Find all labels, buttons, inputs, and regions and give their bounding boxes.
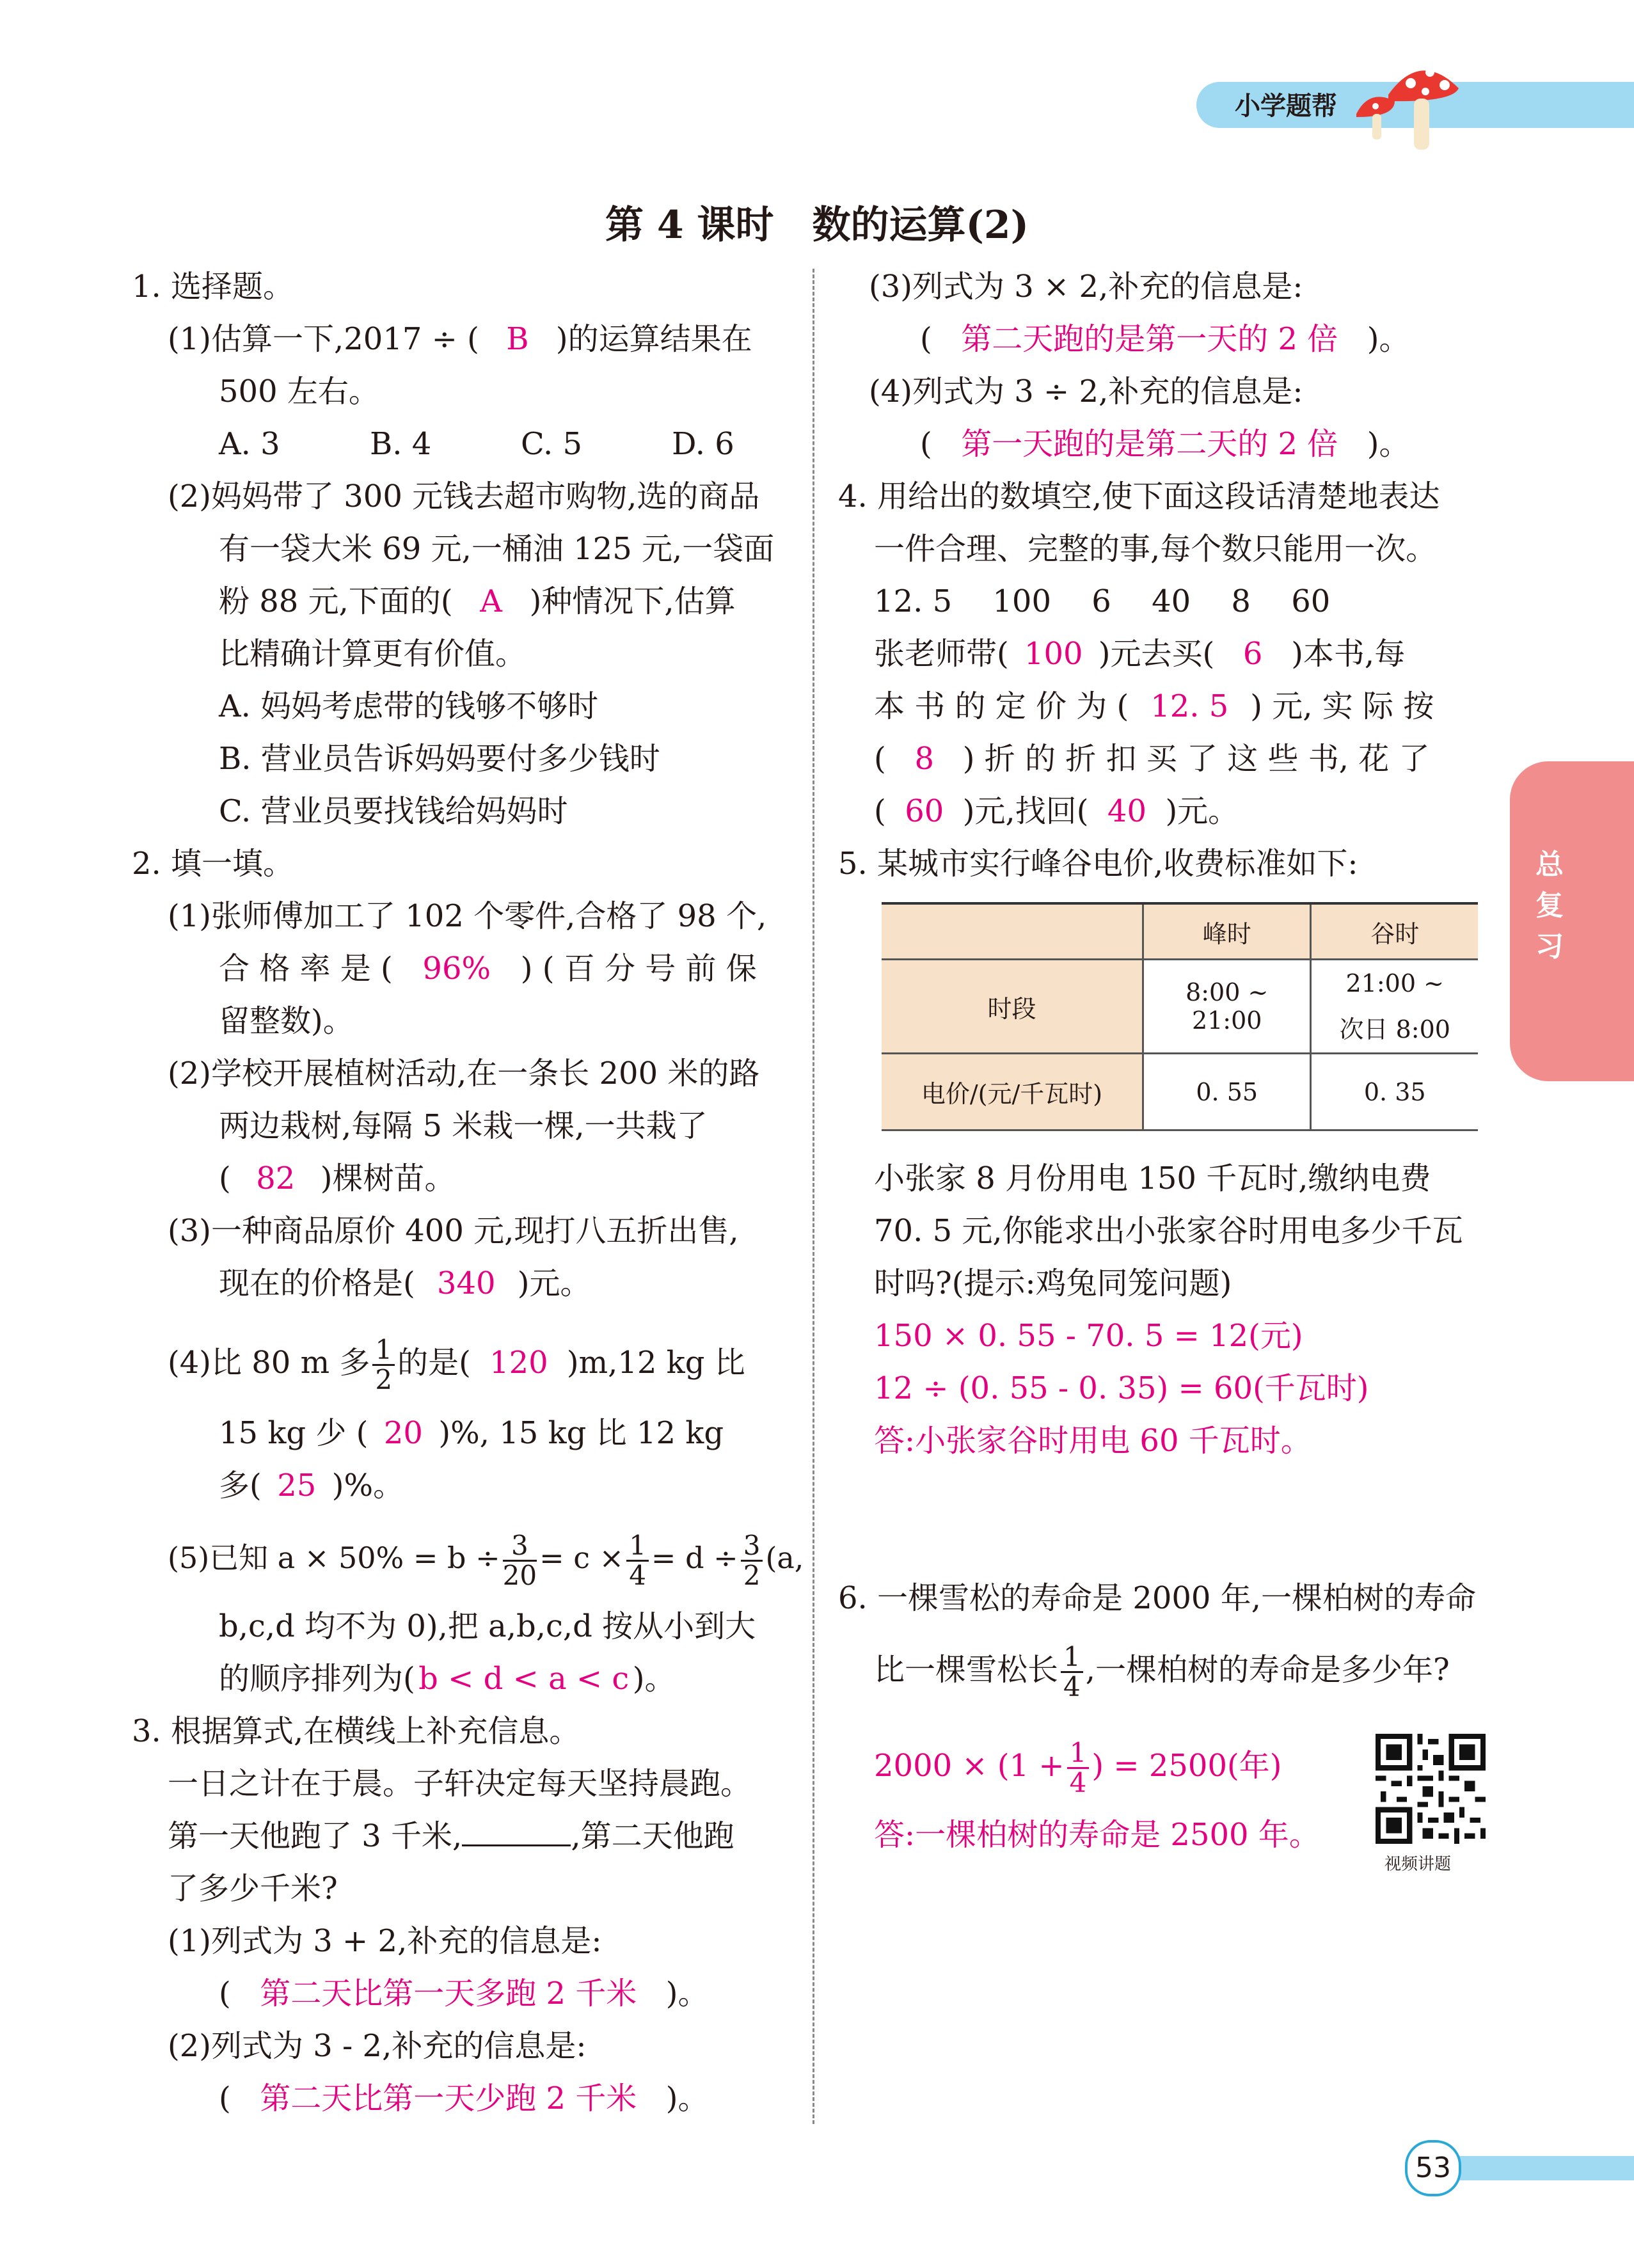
answer: 第一天跑的是第二天的 2 倍 (961, 426, 1338, 462)
q1-p1-cont: 500 左右。 (219, 374, 379, 409)
mushroom-icon (1350, 56, 1471, 159)
q2-p4-line2: 15 kg 少 ( 20 )%, 15 kg 比 12 kg (219, 1415, 724, 1451)
q2-p3-line2: 现在的价格是( 340 )元。 (219, 1265, 591, 1301)
q4-line3: ( 8 ) 折 的 折 扣 买 了 这 些 书, 花 了 (874, 741, 1430, 777)
answer: b < d < a < c (418, 1661, 630, 1697)
q2-p1-line3: 留整数)。 (219, 1003, 354, 1039)
q6-answer: 答:一棵柏树的寿命是 2500 年。 (874, 1817, 1320, 1853)
table-cell: 8:00 ~ 21:00 (1143, 960, 1311, 1054)
q1-p2-line4: 比精确计算更有价值。 (219, 636, 527, 672)
answer: 60 (905, 793, 944, 829)
q2-p5-line3: 的顺序排列为( b < d < a < c )。 (219, 1661, 676, 1697)
table-row (882, 1054, 1478, 1130)
answer: 8 (914, 741, 934, 777)
option: C. 5 (521, 426, 583, 462)
q4-line1: 张老师带( 100 )元去买( 6 )本书,每 (874, 636, 1406, 672)
fill-blank (462, 1819, 571, 1846)
q2-p1-line1: (1)张师傅加工了 102 个零件,合格了 98 个, (168, 898, 767, 934)
q2-p5-line2: b,c,d 均不为 0),把 a,b,c,d 按从小到大 (219, 1608, 756, 1644)
q2-p5-line1: (5)已知 a × 50% = b ÷ $\frac{3}{20}$ = c × $\frac{1}{4}$ = d ÷ $\frac{3}{2}$ (a, (168, 1529, 804, 1591)
fraction: $\frac{3}{2}$ (741, 1532, 763, 1590)
q5-label: 5. 某城市实行峰谷电价,收费标准如下: (838, 846, 1358, 882)
q5-solution-line1: 150 × 0. 55 - 70. 5 = 12(元) (874, 1318, 1303, 1354)
q1-p2-optC: C. 营业员要找钱给妈妈时 (219, 793, 568, 829)
q4-line2: 本 书 的 定 价 为 ( 12. 5 ) 元, 实 际 按 (874, 688, 1434, 724)
side-tab (1510, 761, 1634, 1081)
price-table (882, 902, 1478, 1131)
q5-text-line3: 时吗?(提示:鸡兔同笼问题) (874, 1265, 1232, 1301)
answer: 第二天跑的是第一天的 2 倍 (961, 321, 1338, 357)
table-cell: 0. 55 (1143, 1054, 1311, 1130)
q6-solution: 2000 × (1 + $\frac{1}{4}$ ) = 2500(年) (874, 1737, 1282, 1798)
q2-p2-line2: 两边栽树,每隔 5 米栽一棵,一共栽了 (219, 1108, 708, 1144)
table-cell: 21:00 ~ 次日 8:00 (1311, 960, 1478, 1054)
qr-code-icon[interactable] (1376, 1734, 1486, 1844)
q4-label-line2: 一件合理、完整的事,每个数只能用一次。 (874, 531, 1437, 567)
q3-stem-line1: 一日之计在于晨。子轩决定每天坚持晨跑。 (168, 1766, 752, 1802)
answer: 6 (1242, 636, 1263, 672)
answer: 100 (1024, 636, 1083, 672)
table-row-label: 电价/(元/千瓦时) (882, 1054, 1143, 1130)
q5-text-line2: 70. 5 元,你能求出小张家谷时用电多少千瓦 (874, 1213, 1463, 1249)
option: A. 3 (219, 426, 280, 462)
q1-p2-optA: A. 妈妈考虑带的钱够不够时 (219, 688, 599, 724)
fraction: $\frac{1}{2}$ (372, 1336, 395, 1394)
q5-answer: 答:小张家谷时用电 60 千瓦时。 (874, 1423, 1312, 1459)
answer: 12. 5 (1150, 688, 1229, 724)
q1-p2-optB: B. 营业员告诉妈妈要付多少钱时 (219, 741, 660, 777)
answer: 96% (422, 951, 491, 987)
answer: 120 (489, 1345, 548, 1381)
table-row-label: 时段 (882, 960, 1143, 1054)
q2-p2-line1: (2)学校开展植树活动,在一条长 200 米的路 (168, 1056, 760, 1091)
q1-p2-line1: (2)妈妈带了 300 元钱去超市购物,选的商品 (168, 479, 760, 514)
q3-a2-line: ( 第二天比第一天少跑 2 千米 )。 (219, 2081, 709, 2116)
q5-text-line1: 小张家 8 月份用电 150 千瓦时,缴纳电费 (874, 1161, 1431, 1196)
column-divider (813, 269, 814, 2124)
fraction: $\frac{1}{4}$ (1061, 1643, 1083, 1701)
q3-s1: (1)列式为 3 + 2,补充的信息是: (168, 1923, 602, 1959)
qr-caption: 视频讲题 (1384, 1855, 1452, 1874)
table-row (882, 903, 1478, 960)
q2-p2-line3: ( 82 )棵树苗。 (219, 1161, 456, 1196)
q1-p2-line2: 有一袋大米 69 元,一桶油 125 元,一袋面 (219, 531, 775, 567)
fraction: $\frac{1}{4}$ (1067, 1739, 1090, 1797)
fraction: $\frac{1}{4}$ (626, 1532, 649, 1590)
q2-p4-line1: (4)比 80 m 多 $\frac{1}{2}$ 的是( 120 )m,12 kg 比 (168, 1331, 745, 1395)
page-number: 53 (1405, 2140, 1461, 2196)
q6-label-line2: 比一棵雪松长 $\frac{1}{4}$ ,一棵柏树的寿命是多少年? (874, 1641, 1450, 1702)
table-header-valley: 谷时 (1311, 903, 1478, 960)
q3-a4-line: ( 第一天跑的是第二天的 2 倍 )。 (920, 426, 1410, 462)
option: D. 6 (672, 426, 734, 462)
q3-stem-line2: 第一天他跑了 3 千米, ,第二天他跑 (168, 1818, 734, 1854)
fraction: $\frac{3}{20}$ (502, 1529, 537, 1591)
brand-label: 小学题帮 (1235, 91, 1337, 121)
answer: B (506, 321, 529, 357)
q3-s2: (2)列式为 3 - 2,补充的信息是: (168, 2028, 587, 2064)
q6-label-line1: 6. 一棵雪松的寿命是 2000 年,一棵柏树的寿命 (838, 1580, 1476, 1616)
answer: 25 (277, 1468, 317, 1503)
page-title: 第 4 课时 数的运算(2) (605, 203, 1029, 248)
option: B. 4 (370, 426, 432, 462)
answer: 340 (436, 1265, 496, 1301)
table-header-peak: 峰时 (1143, 903, 1311, 960)
q4-label-line1: 4. 用给出的数填空,使下面这段话清楚地表达 (838, 479, 1440, 514)
answer: 82 (256, 1161, 296, 1196)
q1-label: 1. 选择题。 (132, 269, 294, 305)
answer: 第二天比第一天少跑 2 千米 (260, 2081, 637, 2116)
table-cell (882, 903, 1143, 960)
q3-s4: (4)列式为 3 ÷ 2,补充的信息是: (869, 374, 1303, 409)
answer: A (480, 583, 502, 619)
q3-a3-line: ( 第二天跑的是第一天的 2 倍 )。 (920, 321, 1410, 357)
q2-p3-line1: (3)一种商品原价 400 元,现打八五折出售, (168, 1213, 739, 1249)
q5-solution-line2: 12 ÷ (0. 55 - 0. 35) = 60(千瓦时) (874, 1370, 1369, 1406)
q2-p4-line3: 多( 25 )%。 (219, 1468, 404, 1503)
q3-label: 3. 根据算式,在横线上补充信息。 (132, 1713, 580, 1749)
q2-p1-line2: 合 格 率 是 ( 96% ) ( 百 分 号 前 保 (219, 951, 757, 987)
q2-label: 2. 填一填。 (132, 846, 294, 882)
answer: 第二天比第一天多跑 2 千米 (260, 1976, 637, 2011)
footer-band (1440, 2156, 1634, 2180)
table-cell: 0. 35 (1311, 1054, 1478, 1130)
table-row (882, 960, 1478, 1054)
q1-p1: (1)估算一下,2017 ÷ ( B )的运算结果在 (168, 321, 752, 357)
q1-options (219, 425, 734, 463)
side-tab-label: 总复习 (1535, 848, 1564, 963)
q4-numbers: 12. 5 100 6 40 8 60 (874, 583, 1331, 619)
q1-p2-line3: 粉 88 元,下面的( A )种情况下,估算 (219, 583, 736, 619)
q3-a1-line: ( 第二天比第一天多跑 2 千米 )。 (219, 1976, 709, 2011)
q3-s3: (3)列式为 3 × 2,补充的信息是: (869, 269, 1303, 305)
answer: 40 (1107, 793, 1146, 829)
q4-line4: ( 60 )元,找回( 40 )元。 (874, 793, 1239, 829)
q3-stem-line3: 了多少千米? (168, 1871, 338, 1907)
answer: 20 (383, 1415, 423, 1451)
